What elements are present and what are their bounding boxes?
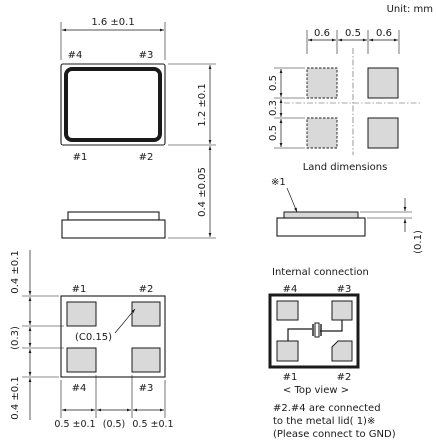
unit-label: Unit: mm [386, 4, 433, 15]
bottom-pad-4 [67, 348, 96, 372]
top-height-dim: 1.2 ±0.1 [197, 83, 208, 127]
land-pad-top-right [368, 68, 398, 98]
internal-pad-4 [277, 301, 298, 320]
bottom-dim-3: 0.5 ±0.1 [132, 419, 174, 430]
land-left-dim-1: 0.5 [268, 75, 279, 91]
internal-title: Internal connection [272, 267, 369, 278]
package-top-lid [66, 69, 160, 140]
bottom-pin-2-label: #2 [138, 284, 154, 295]
notes [273, 403, 396, 440]
land-caption: Land dimensions [302, 162, 388, 173]
side-lid [68, 212, 159, 220]
lid-note-mark: ※1 [271, 177, 286, 188]
land-top-dim-2: 0.5 [345, 28, 361, 39]
bottom-dim-1: 0.5 ±0.1 [54, 419, 96, 430]
land-pad-bottom-left [307, 118, 337, 148]
internal-connection [270, 267, 369, 396]
bottom-pin-1-label: #1 [71, 284, 87, 295]
bottom-left-dim-2: (0.3) [10, 326, 21, 350]
lid-thickness-dim: (0.1) [413, 230, 424, 254]
bottom-view [10, 250, 174, 430]
top-pin-4-label: #4 [67, 50, 83, 61]
top-view [61, 17, 216, 163]
land-left-dim-3: 0.5 [268, 125, 279, 141]
bottom-left-dim-1: 0.4 ±0.1 [10, 250, 21, 294]
land-pad-bottom-right [368, 118, 398, 148]
internal-pin-3-label: #3 [336, 284, 352, 295]
bottom-pad-1 [67, 302, 96, 326]
lid-metal [284, 212, 358, 218]
internal-pad-3 [332, 301, 352, 320]
land-top-dim-3: 0.6 [376, 28, 392, 39]
top-pin-2-label: #2 [138, 152, 154, 163]
note-line-1: #2.#4 are connected [273, 403, 381, 414]
crystal-symbol [315, 323, 319, 337]
land-pattern [268, 28, 420, 173]
bottom-left-dim-3: 0.4 ±0.1 [10, 376, 21, 420]
top-pin-3-label: #3 [138, 50, 154, 61]
side-base [62, 220, 165, 238]
lid-base [277, 218, 365, 236]
chamfer-label: (C0.15) [75, 332, 113, 343]
top-width-dim: 1.6 ±0.1 [91, 17, 135, 28]
bottom-pin-4-label: #4 [71, 383, 87, 394]
land-left-dim-2: 0.3 [268, 100, 279, 116]
top-pin-1-label: #1 [72, 152, 88, 163]
land-pad-top-left [307, 68, 337, 98]
internal-pin-2-label: #2 [336, 372, 352, 383]
bottom-dim-2: (0.5) [102, 419, 126, 430]
internal-pin-4-label: #4 [282, 284, 298, 295]
bottom-pad-3 [132, 348, 160, 372]
land-top-dim-1: 0.6 [314, 28, 330, 39]
bottom-pin-3-label: #3 [138, 383, 154, 394]
note-line-2: to the metal lid( 1)※ [273, 416, 376, 427]
internal-pad-2 [332, 341, 352, 361]
internal-pad-1 [277, 341, 298, 361]
side-thickness-dim: 0.4 ±0.05 [197, 167, 208, 217]
note-line-3: (Please connect to GND) [273, 429, 396, 440]
lid-side-view [271, 177, 424, 254]
top-view-label: < Top view > [282, 385, 350, 396]
internal-pin-1-label: #1 [282, 372, 298, 383]
bottom-pad-2 [132, 302, 160, 326]
